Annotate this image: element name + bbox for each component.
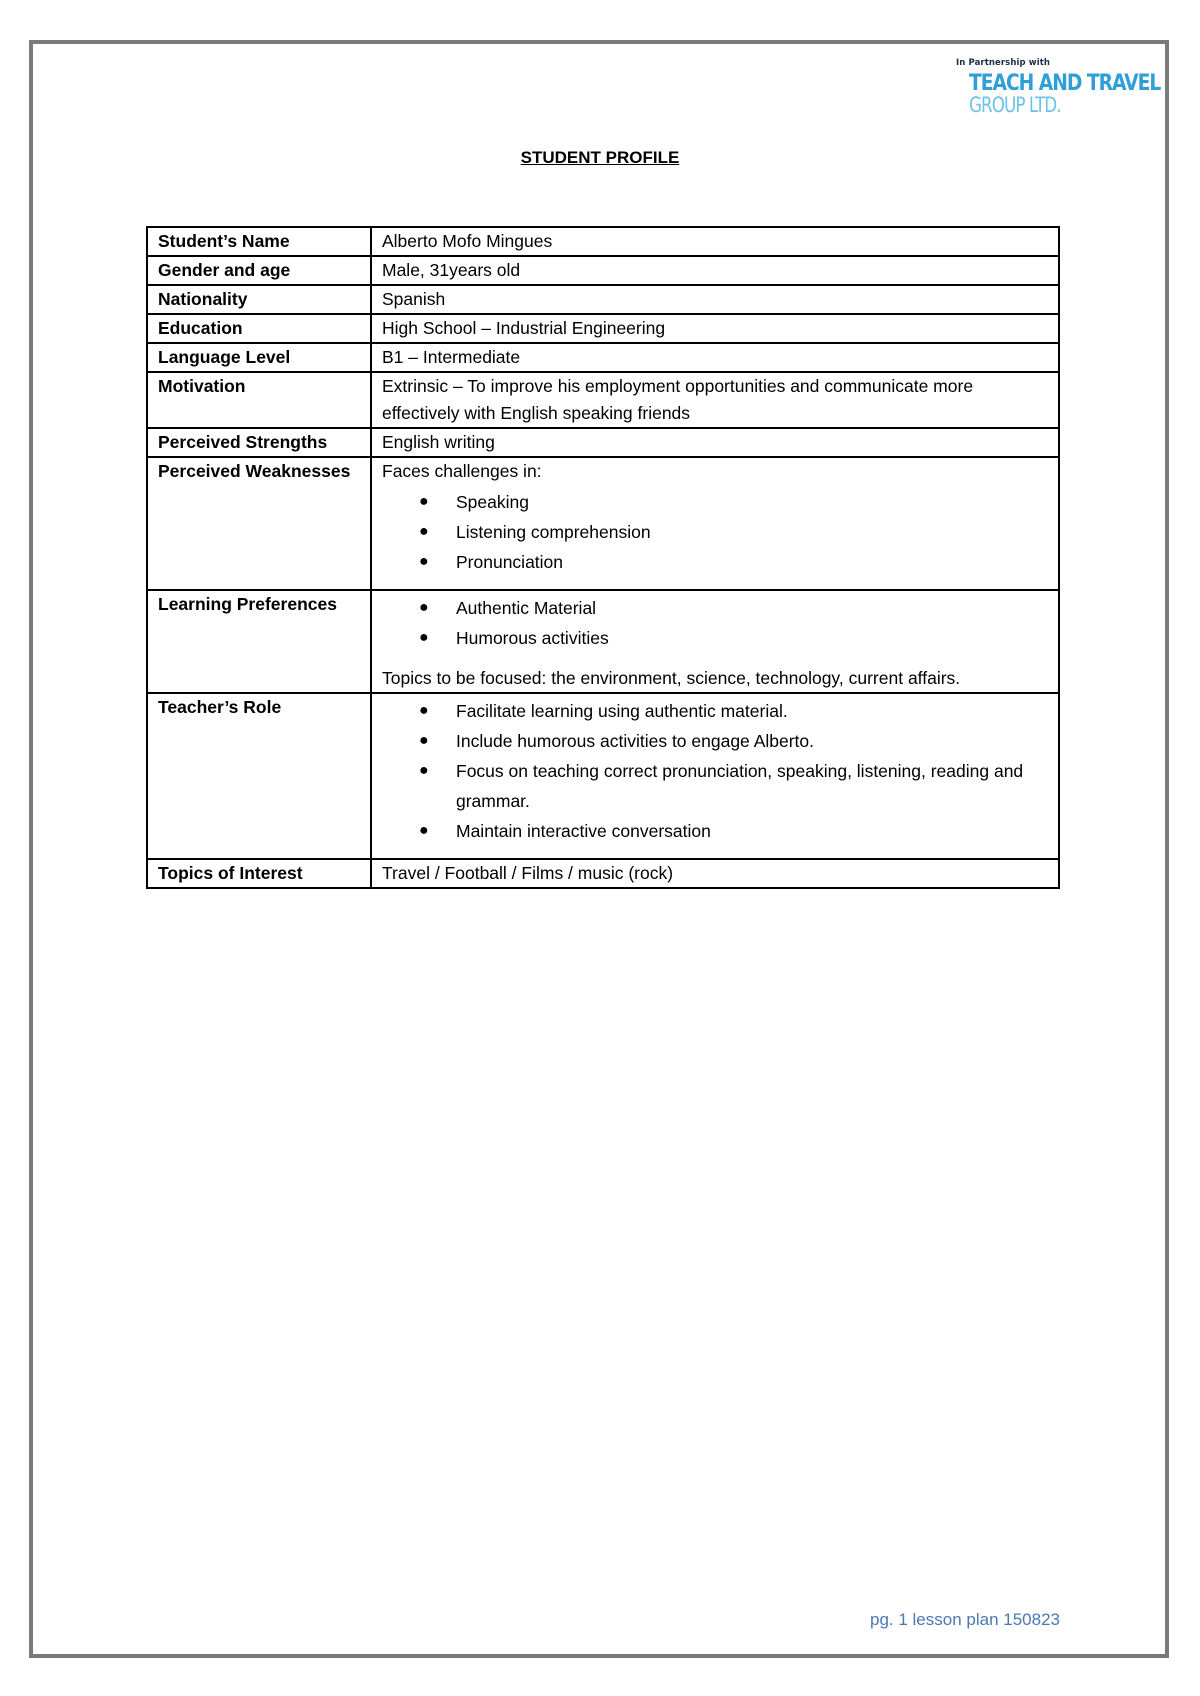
row-value: Alberto Mofo Mingues [371,227,1059,256]
list-item [419,756,1048,816]
row-value [371,457,1059,590]
document-title: STUDENT PROFILE [520,148,680,167]
row-value [371,693,1059,859]
page-footer: pg. 1 lesson plan 150823 [870,1610,1060,1629]
row-value: High School – Industrial Engineering [371,314,1059,343]
row-value: English writing [371,428,1059,457]
weaknesses-list [382,487,1048,577]
bullet-icon: ● [419,553,429,570]
table-row-gender-age [147,256,1059,285]
table-row-name [147,227,1059,256]
row-label: Teacher’s Role [147,693,371,859]
bullet-icon: ● [419,822,429,839]
list-item-text: Maintain interactive conversation [456,821,711,841]
list-item-text: Include humorous activities to engage Alberto. [456,731,814,751]
row-label: Education [147,314,371,343]
logo-tagline: In Partnership with [956,58,1051,68]
row-value: B1 – Intermediate [371,343,1059,372]
row-label: Perceived Weaknesses [147,457,371,590]
bullet-icon: ● [419,523,429,540]
list-item [419,547,1048,577]
table-row-motivation [147,372,1059,428]
list-item [419,517,1048,547]
teach-and-travel-logo [956,58,1161,120]
table-row-strengths [147,428,1059,457]
row-label: Perceived Strengths [147,428,371,457]
list-item-text: Focus on teaching correct pronunciation, speaking, listening, reading and grammar. [456,761,1024,811]
row-label: Gender and age [147,256,371,285]
row-label: Student’s Name [147,227,371,256]
logo-line-1: TEACH AND TRAVEL [969,71,1161,96]
bullet-icon: ● [419,732,429,749]
table-row-nationality [147,285,1059,314]
weaknesses-intro: Faces challenges in: [382,461,542,481]
row-value [371,590,1059,693]
row-label: Topics of Interest [147,859,371,888]
list-item-text: Humorous activities [456,628,609,648]
list-item-text: Pronunciation [456,552,564,572]
list-item [419,696,1048,726]
list-item-text: Speaking [456,492,529,512]
bullet-icon: ● [419,762,429,779]
table-row-teacher-role [147,693,1059,859]
list-item-text: Authentic Material [456,598,597,618]
row-value: Travel / Football / Films / music (rock) [371,859,1059,888]
list-item [419,726,1048,756]
student-profile-table [146,226,1060,889]
table-row-education [147,314,1059,343]
list-item [419,623,1048,653]
table-row-topics [147,859,1059,888]
row-label: Nationality [147,285,371,314]
row-value: Spanish [371,285,1059,314]
bullet-icon: ● [419,493,429,510]
table-row-language-level [147,343,1059,372]
row-label: Learning Preferences [147,590,371,693]
bullet-icon: ● [419,599,429,616]
list-item [419,593,1048,623]
preferences-list [382,593,1048,653]
list-item-text: Facilitate learning using authentic material. [456,701,788,721]
list-item-text: Listening comprehension [456,522,651,542]
bullet-icon: ● [419,702,429,719]
table-row-preferences [147,590,1059,693]
teacher-role-list [382,696,1048,846]
row-label: Motivation [147,372,371,428]
preferences-note: Topics to be focused: the environment, science, technology, current affairs. [382,668,961,688]
logo-line-2: GROUP LTD. [969,93,1061,117]
row-value: Male, 31years old [371,256,1059,285]
list-item [419,816,1048,846]
list-item [419,487,1048,517]
row-value: Extrinsic – To improve his employment opportunities and communicate more effectively with English speaking friends [371,372,1059,428]
bullet-icon: ● [419,629,429,646]
table-row-weaknesses [147,457,1059,590]
row-label: Language Level [147,343,371,372]
